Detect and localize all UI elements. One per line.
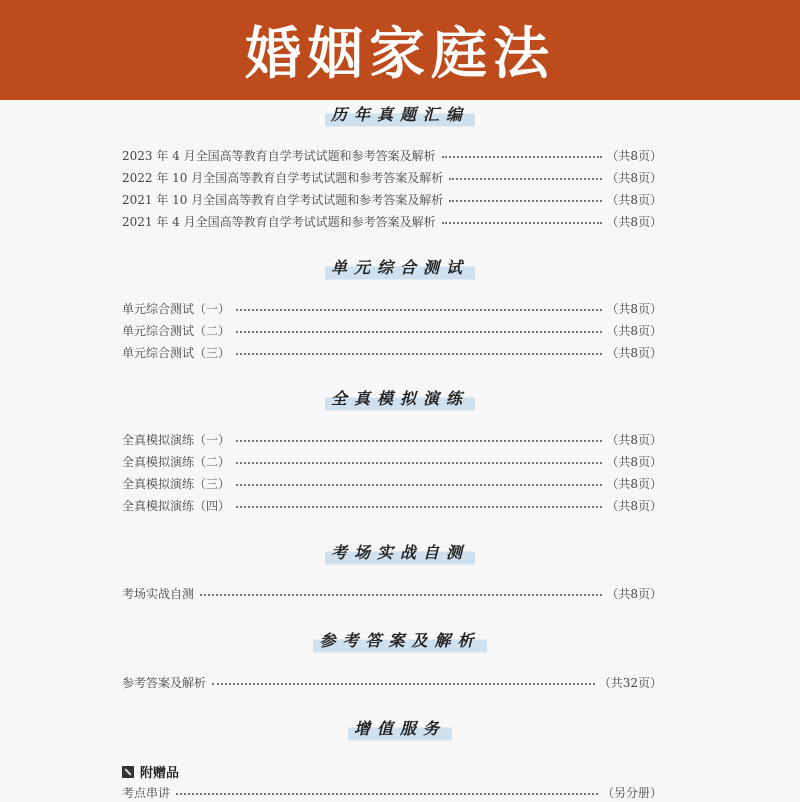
toc-label: 单元综合测试（三）: [122, 345, 231, 360]
toc-label: 考场实战自测: [122, 586, 195, 601]
gift-heading: [122, 762, 179, 781]
leader-dots: [236, 353, 602, 355]
toc-page: （共8页）: [606, 454, 662, 469]
toc-label: 单元综合测试（二）: [122, 323, 231, 338]
leader-dots: [449, 178, 602, 180]
leader-dots: [236, 440, 602, 442]
toc-row[interactable]: [122, 672, 662, 692]
toc-page: （共8页）: [606, 301, 662, 316]
toc-page: （共8页）: [606, 586, 662, 601]
toc-row[interactable]: [122, 189, 662, 209]
toc-page: （共8页）: [606, 214, 662, 229]
toc-row[interactable]: [122, 298, 662, 318]
toc-label: 2023 年 4 月全国高等教育自学考试试题和参考答案及解析: [122, 148, 436, 163]
leader-dots: [236, 462, 602, 464]
toc-label: 考点串讲: [122, 785, 171, 800]
section-unit-tests: [0, 253, 800, 283]
section-title: 全真模拟演练: [325, 384, 475, 414]
toc-label: 2021 年 10 月全国高等教育自学考试试题和参考答案及解析: [122, 192, 444, 207]
toc-label: 2022 年 10 月全国高等教育自学考试试题和参考答案及解析: [122, 170, 444, 185]
toc-page: （共8页）: [606, 192, 662, 207]
leader-dots: [442, 156, 603, 158]
toc-label: 单元综合测试（一）: [122, 301, 231, 316]
section-title: 增值服务: [348, 714, 452, 744]
section-exam-practice: [0, 538, 800, 568]
section-title: 历年真题汇编: [325, 100, 475, 130]
toc-row[interactable]: [122, 583, 662, 603]
section-title: 单元综合测试: [325, 253, 475, 283]
toc-page: （共8页）: [606, 148, 662, 163]
toc-page: （共8页）: [606, 345, 662, 360]
leader-dots: [212, 683, 595, 685]
toc-label: 全真模拟演练（二）: [122, 454, 231, 469]
toc-page: （共32页）: [598, 675, 662, 690]
leader-dots: [236, 309, 602, 311]
toc-row[interactable]: [122, 342, 662, 362]
toc-row[interactable]: [122, 320, 662, 340]
gift-heading-label: 附赠品: [140, 766, 180, 781]
toc-page: （共8页）: [606, 498, 662, 513]
toc-page: （共8页）: [606, 432, 662, 447]
checkbox-icon: [122, 766, 134, 778]
toc-row[interactable]: [122, 495, 662, 515]
section-title: 考场实战自测: [325, 538, 475, 568]
toc-row[interactable]: [122, 782, 662, 802]
toc-row[interactable]: [122, 145, 662, 165]
toc-label: 全真模拟演练（一）: [122, 432, 231, 447]
toc-label: 2021 年 4 月全国高等教育自学考试试题和参考答案及解析: [122, 214, 436, 229]
section-value-added: [0, 714, 800, 744]
section-mock-exams: [0, 384, 800, 414]
leader-dots: [236, 506, 602, 508]
toc-label: 全真模拟演练（四）: [122, 498, 231, 513]
toc-row[interactable]: [122, 473, 662, 493]
leader-dots: [442, 222, 603, 224]
toc-row[interactable]: [122, 167, 662, 187]
toc-page: （共8页）: [606, 170, 662, 185]
toc-row[interactable]: [122, 451, 662, 471]
toc-row[interactable]: [122, 211, 662, 231]
leader-dots: [236, 331, 602, 333]
book-title: 婚姻家庭法: [245, 22, 555, 87]
toc-label: 参考答案及解析: [122, 675, 207, 690]
toc-page: （共8页）: [606, 323, 662, 338]
section-past-exams: [0, 100, 800, 130]
leader-dots: [200, 594, 602, 596]
toc-page: （另分册）: [601, 785, 662, 800]
toc-page: （共8页）: [606, 476, 662, 491]
section-answers: [0, 626, 800, 656]
toc-label: 全真模拟演练（三）: [122, 476, 231, 491]
title-banner: [0, 0, 800, 100]
leader-dots: [449, 200, 602, 202]
leader-dots: [176, 793, 598, 795]
section-title: 参考答案及解析: [313, 626, 486, 656]
leader-dots: [236, 484, 602, 486]
toc-row[interactable]: [122, 429, 662, 449]
